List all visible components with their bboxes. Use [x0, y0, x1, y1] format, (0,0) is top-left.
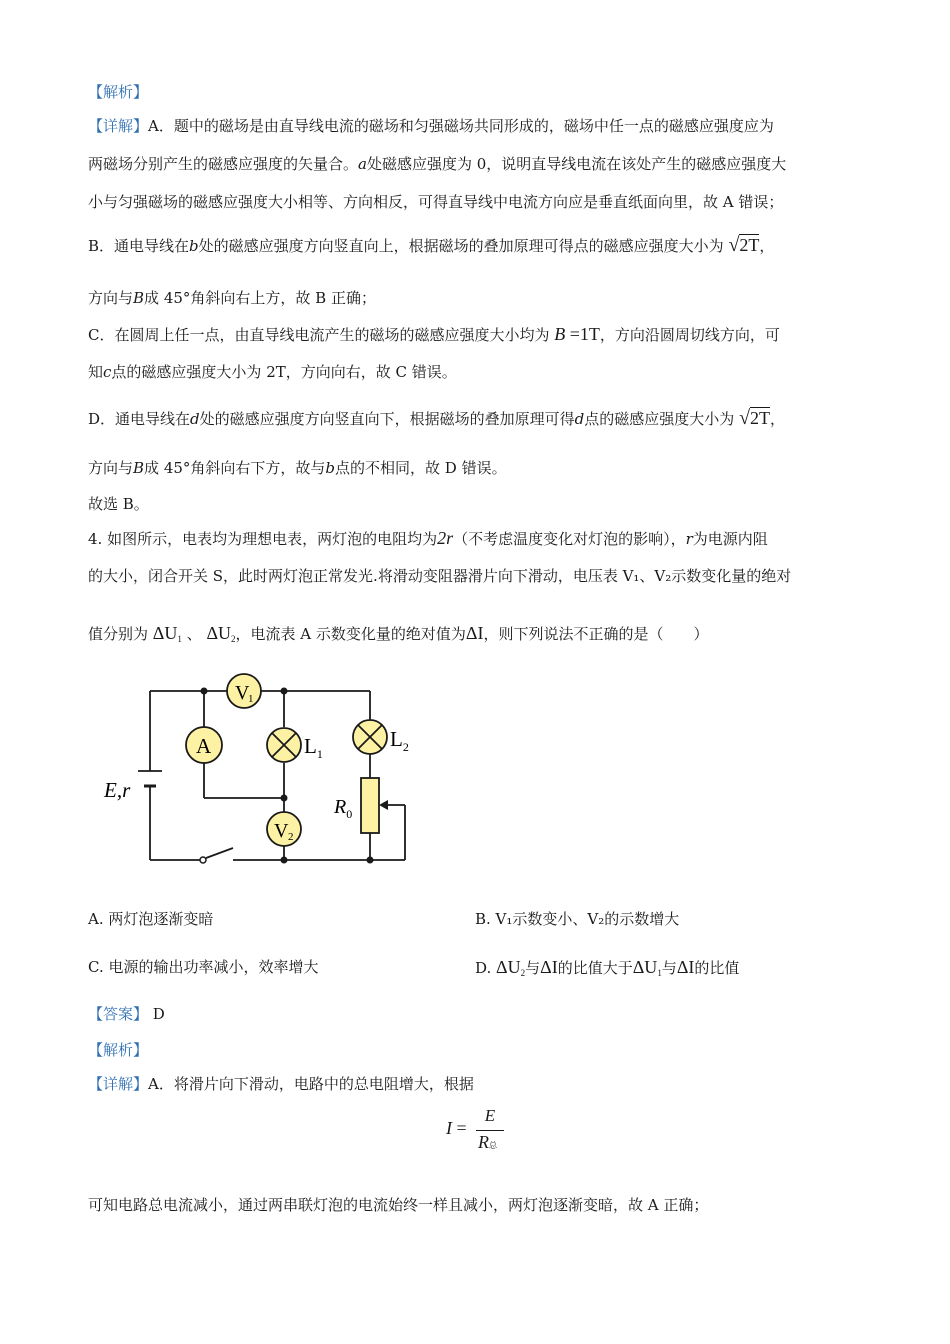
option-c: C. 电源的输出功率减小，效率增大	[88, 958, 319, 976]
prev-detail-line-2: 两磁场分别产生的磁感应强度的矢量合。a处磁感应强度为 0，说明直导线电流在该处产生的磁感应强度大	[88, 155, 787, 173]
circuit-diagram	[95, 670, 425, 870]
lamp-l2-label: $L_2$	[390, 727, 409, 754]
switch-terminal	[200, 857, 206, 863]
svg-text:A: A	[196, 734, 212, 758]
rheostat-r0	[361, 778, 379, 833]
answer-tag: 【答案】	[88, 1005, 149, 1023]
delta-u2-math: $\Delta U_2$	[206, 623, 236, 644]
prev-option-c-line-1: C．在圆周上任一点，由直导线电流产生的磁场的磁感应强度大小均为 B =1T，方向沿圆周切线方向，可	[88, 324, 780, 344]
option-d: D. $\Delta U_2$与ΔI的比值大于$\Delta U_1$与ΔI的比值	[475, 957, 740, 978]
sqrt-2t-math: √2T	[728, 234, 760, 256]
prev-option-b-line-1: B．通电导线在b处的磁感应强度方向竖直向上，根据磁场的叠加原理可得点的磁感应强度大小为 √2T，	[88, 234, 775, 256]
svg-text:V: V	[274, 820, 289, 842]
prev-detail-line-3: 小与匀强磁场的磁感应强度大小相等、方向相反，可得直导线中电流方向应是垂直纸面向里，故 A 错误；	[88, 193, 784, 211]
battery-label: E,r	[104, 778, 131, 802]
svg-text:1: 1	[248, 693, 254, 705]
prev-option-d-line-2: 方向与B成 45°角斜向右下方，故与b点的不相同，故 D 错误。	[88, 459, 507, 477]
voltmeter-v2	[267, 812, 301, 846]
solution-analysis-tag: 【解析】	[88, 1041, 149, 1059]
lamp-l1-label: $L_1$	[304, 734, 323, 761]
prev-detail-line-1: 【详解】A．题中的磁场是由直导线电流的磁场和匀强磁场共同形成的，磁场中任一点的磁感应强度应为	[88, 117, 774, 135]
prev-option-d-line-1: D．通电导线在d处的磁感应强度方向竖直向下，根据磁场的叠加原理可得d点的磁感应强度大小为 √2T，	[88, 407, 786, 429]
b-equals-1t-math: B =1T	[554, 324, 600, 344]
question-line-1: 4. 如图所示，电表均为理想电表，两灯泡的电阻均为2r（不考虑温度变化对灯泡的影响），r为电源内阻	[88, 528, 768, 548]
prev-final-answer: 故选 B。	[88, 495, 149, 513]
option-b: B. V₁示数变小、V₂的示数增大	[475, 910, 680, 928]
solution-line-2: 可知电路总电流减小，通过两串联灯泡的电流始终一样且减小，两灯泡逐渐变暗，故 A 正确；	[88, 1196, 709, 1214]
detail-tag: 【详解】	[88, 117, 149, 135]
question-line-2: 的大小，闭合开关 S，此时两灯泡正常发光.将滑动变阻器滑片向下滑动，电压表 V₁、V₂示数变化量的绝对	[88, 567, 792, 585]
lamp-l2	[353, 720, 387, 754]
svg-text:V: V	[235, 682, 250, 704]
delta-i-math: ΔI	[465, 623, 484, 643]
prev-option-c-line-2: 知c点的磁感应强度大小为 2T，方向向右，故 C 错误。	[88, 363, 457, 381]
sqrt-2t-math-d: √2T	[739, 407, 771, 429]
solution-line-1: 【详解】A．将滑片向下滑动，电路中的总电阻增大，根据	[88, 1075, 474, 1093]
lamp-l1	[267, 728, 301, 762]
answer-line	[88, 1003, 165, 1025]
analysis-tag: 【解析】	[88, 83, 149, 101]
answer-value: D	[152, 1005, 165, 1023]
svg-text:2: 2	[288, 831, 294, 843]
prev-option-b-line-2: 方向与B成 45°角斜向右上方，故 B 正确；	[88, 289, 376, 307]
voltmeter-v1	[227, 674, 261, 708]
question-line-3: 值分别为 $\Delta U_1$ 、 $\Delta U_2$，电流表 A 示数变化量的绝对值为ΔI，则下列说法不正确的是（ ）	[88, 623, 709, 644]
option-a: A. 两灯泡逐渐变暗	[88, 910, 214, 928]
ammeter-a	[186, 727, 222, 763]
delta-u1-math: $\Delta U_1$	[152, 623, 182, 644]
solution-detail-tag: 【详解】	[88, 1075, 149, 1093]
rheostat-label: $R_0$	[334, 796, 353, 821]
